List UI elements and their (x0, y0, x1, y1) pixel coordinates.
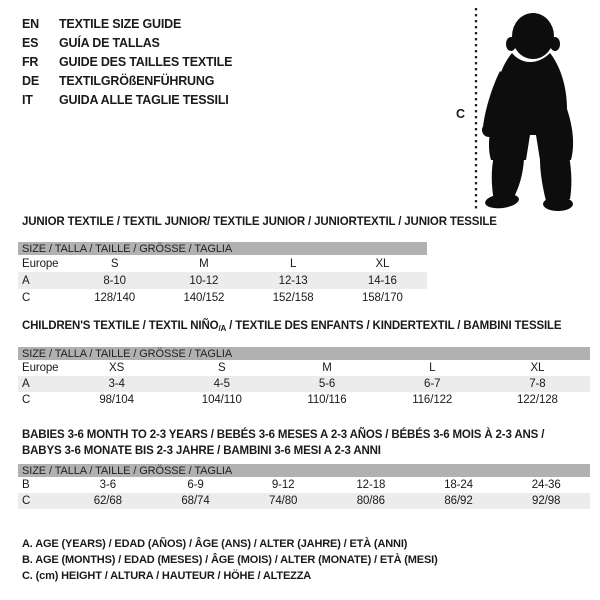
height-measure-label: C (456, 107, 466, 121)
size-cell: 122/128 (516, 394, 558, 406)
size-header-bar: SIZE / TALLA / TAILLE / GRÖSSE / TAGLIA (18, 242, 427, 255)
size-cell: 158/170 (361, 291, 403, 304)
table-row (18, 477, 590, 493)
size-cell: 6-7 (424, 378, 441, 390)
size-cell: XS (109, 362, 125, 374)
size-cell: L (289, 257, 297, 270)
children-title-subscript: /A (218, 324, 227, 333)
size-cell: 98/104 (99, 394, 134, 406)
toddler-silhouette-image (470, 5, 595, 213)
language-code: IT (22, 92, 33, 107)
size-cell: 80/86 (356, 495, 385, 507)
legend-note-c: C. (cm) HEIGHT / ALTURA / HAUTEUR / HÖHE / ALTEZZA (22, 570, 312, 582)
language-code: FR (22, 54, 39, 69)
babies-size-table (18, 464, 590, 509)
size-cell: S (110, 257, 119, 270)
language-title: GUIDA ALLE TAGLIE TESSILI (59, 92, 229, 107)
language-row (22, 52, 232, 71)
size-header-bar: SIZE / TALLA / TAILLE / GRÖSSE / TAGLIA (18, 464, 590, 477)
size-cell: XL (530, 362, 545, 374)
row-label: A (22, 378, 30, 390)
size-cell: 128/140 (94, 291, 136, 304)
babies-title-line1: BABIES 3-6 MONTH TO 2-3 YEARS / BEBÉS 3-6 MESES A 2-3 AÑOS / BÉBÉS 3-6 MOIS À 2-3 ANS / (22, 429, 545, 441)
size-cell: 7-8 (529, 378, 546, 390)
size-cell: M (322, 362, 332, 374)
size-cell: L (429, 362, 436, 374)
size-header-bar: SIZE / TALLA / TAILLE / GRÖSSE / TAGLIA (18, 347, 590, 360)
language-title: GUÍA DE TALLAS (59, 35, 160, 50)
table-row (18, 255, 427, 272)
row-label: C (22, 394, 31, 406)
size-cell: 74/80 (269, 495, 298, 507)
row-label: A (22, 274, 30, 287)
row-label: C (22, 495, 31, 507)
children-size-table (18, 347, 590, 408)
size-cell: 152/158 (272, 291, 314, 304)
language-title: TEXTILE SIZE GUIDE (59, 16, 182, 31)
row-label: Europe (22, 257, 59, 270)
size-cell: 24-36 (531, 479, 561, 491)
table-row (18, 360, 590, 376)
legend-notes (22, 536, 438, 584)
junior-size-table (18, 242, 427, 306)
size-cell: 12-13 (278, 274, 308, 287)
size-cell: 92/98 (532, 495, 561, 507)
size-cell: 62/68 (93, 495, 122, 507)
language-code: ES (22, 35, 39, 50)
size-cell: 3-4 (108, 378, 125, 390)
size-cell: XL (375, 257, 390, 270)
size-cell: M (199, 257, 209, 270)
table-row (18, 272, 427, 289)
table-row (18, 289, 427, 306)
babies-title-line2: BABYS 3-6 MONATE BIS 2-3 JAHRE / BAMBINI 3-6 MESI A 2-3 ANNI (22, 445, 381, 457)
children-title-part1: CHILDREN'S TEXTILE / TEXTIL NIÑO (22, 320, 219, 332)
size-cell: 4-5 (213, 378, 230, 390)
row-label: Europe (22, 362, 59, 374)
size-cell: 18-24 (444, 479, 473, 491)
size-cell: 10-12 (189, 274, 219, 287)
table-row (18, 493, 590, 509)
size-cell: 110/116 (307, 394, 347, 406)
legend-note-a: A. AGE (YEARS) / EDAD (AÑOS) / ÂGE (ANS) / ALTER (JAHRE) / ETÀ (ANNI) (22, 538, 408, 550)
size-cell: S (218, 362, 226, 374)
junior-table-title: JUNIOR TEXTILE / TEXTIL JUNIOR/ TEXTILE JUNIOR / JUNIORTEXTIL / JUNIOR TESSILE (22, 216, 497, 228)
size-cell: 8-10 (103, 274, 126, 287)
language-code: DE (22, 73, 39, 88)
row-label: B (22, 479, 30, 491)
size-cell: 9-12 (271, 479, 295, 491)
children-title-part2: / TEXTILE DES ENFANTS / KINDERTEXTIL / BAMBINI TESSILE (226, 320, 562, 332)
table-row (18, 376, 590, 392)
row-label: C (22, 291, 31, 304)
language-list (22, 14, 232, 109)
size-cell: 104/110 (201, 394, 242, 406)
table-row (18, 392, 590, 408)
size-cell: 68/74 (181, 495, 210, 507)
language-row (22, 71, 232, 90)
language-row (22, 14, 232, 33)
language-title: TEXTILGRÖßENFÜHRUNG (59, 73, 215, 88)
size-cell: 5-6 (318, 378, 336, 390)
size-cell: 6-9 (187, 479, 204, 491)
size-cell: 140/152 (183, 291, 225, 304)
size-cell: 14-16 (367, 274, 397, 287)
language-row (22, 90, 232, 109)
size-cell: 116/122 (412, 394, 453, 406)
language-code: EN (22, 16, 39, 31)
babies-table-title (22, 427, 544, 459)
language-row (22, 33, 232, 52)
size-cell: 86/92 (444, 495, 473, 507)
size-cell: 12-18 (356, 479, 386, 491)
language-title: GUIDE DES TAILLES TEXTILE (59, 54, 233, 69)
size-cell: 3-6 (99, 479, 116, 491)
legend-note-b: B. AGE (MONTHS) / EDAD (MESES) / ÂGE (MOIS) / ALTER (MONATE) / ETÀ (MESI) (22, 554, 438, 566)
toddler-silhouette (482, 13, 573, 211)
children-table-title (22, 318, 561, 337)
